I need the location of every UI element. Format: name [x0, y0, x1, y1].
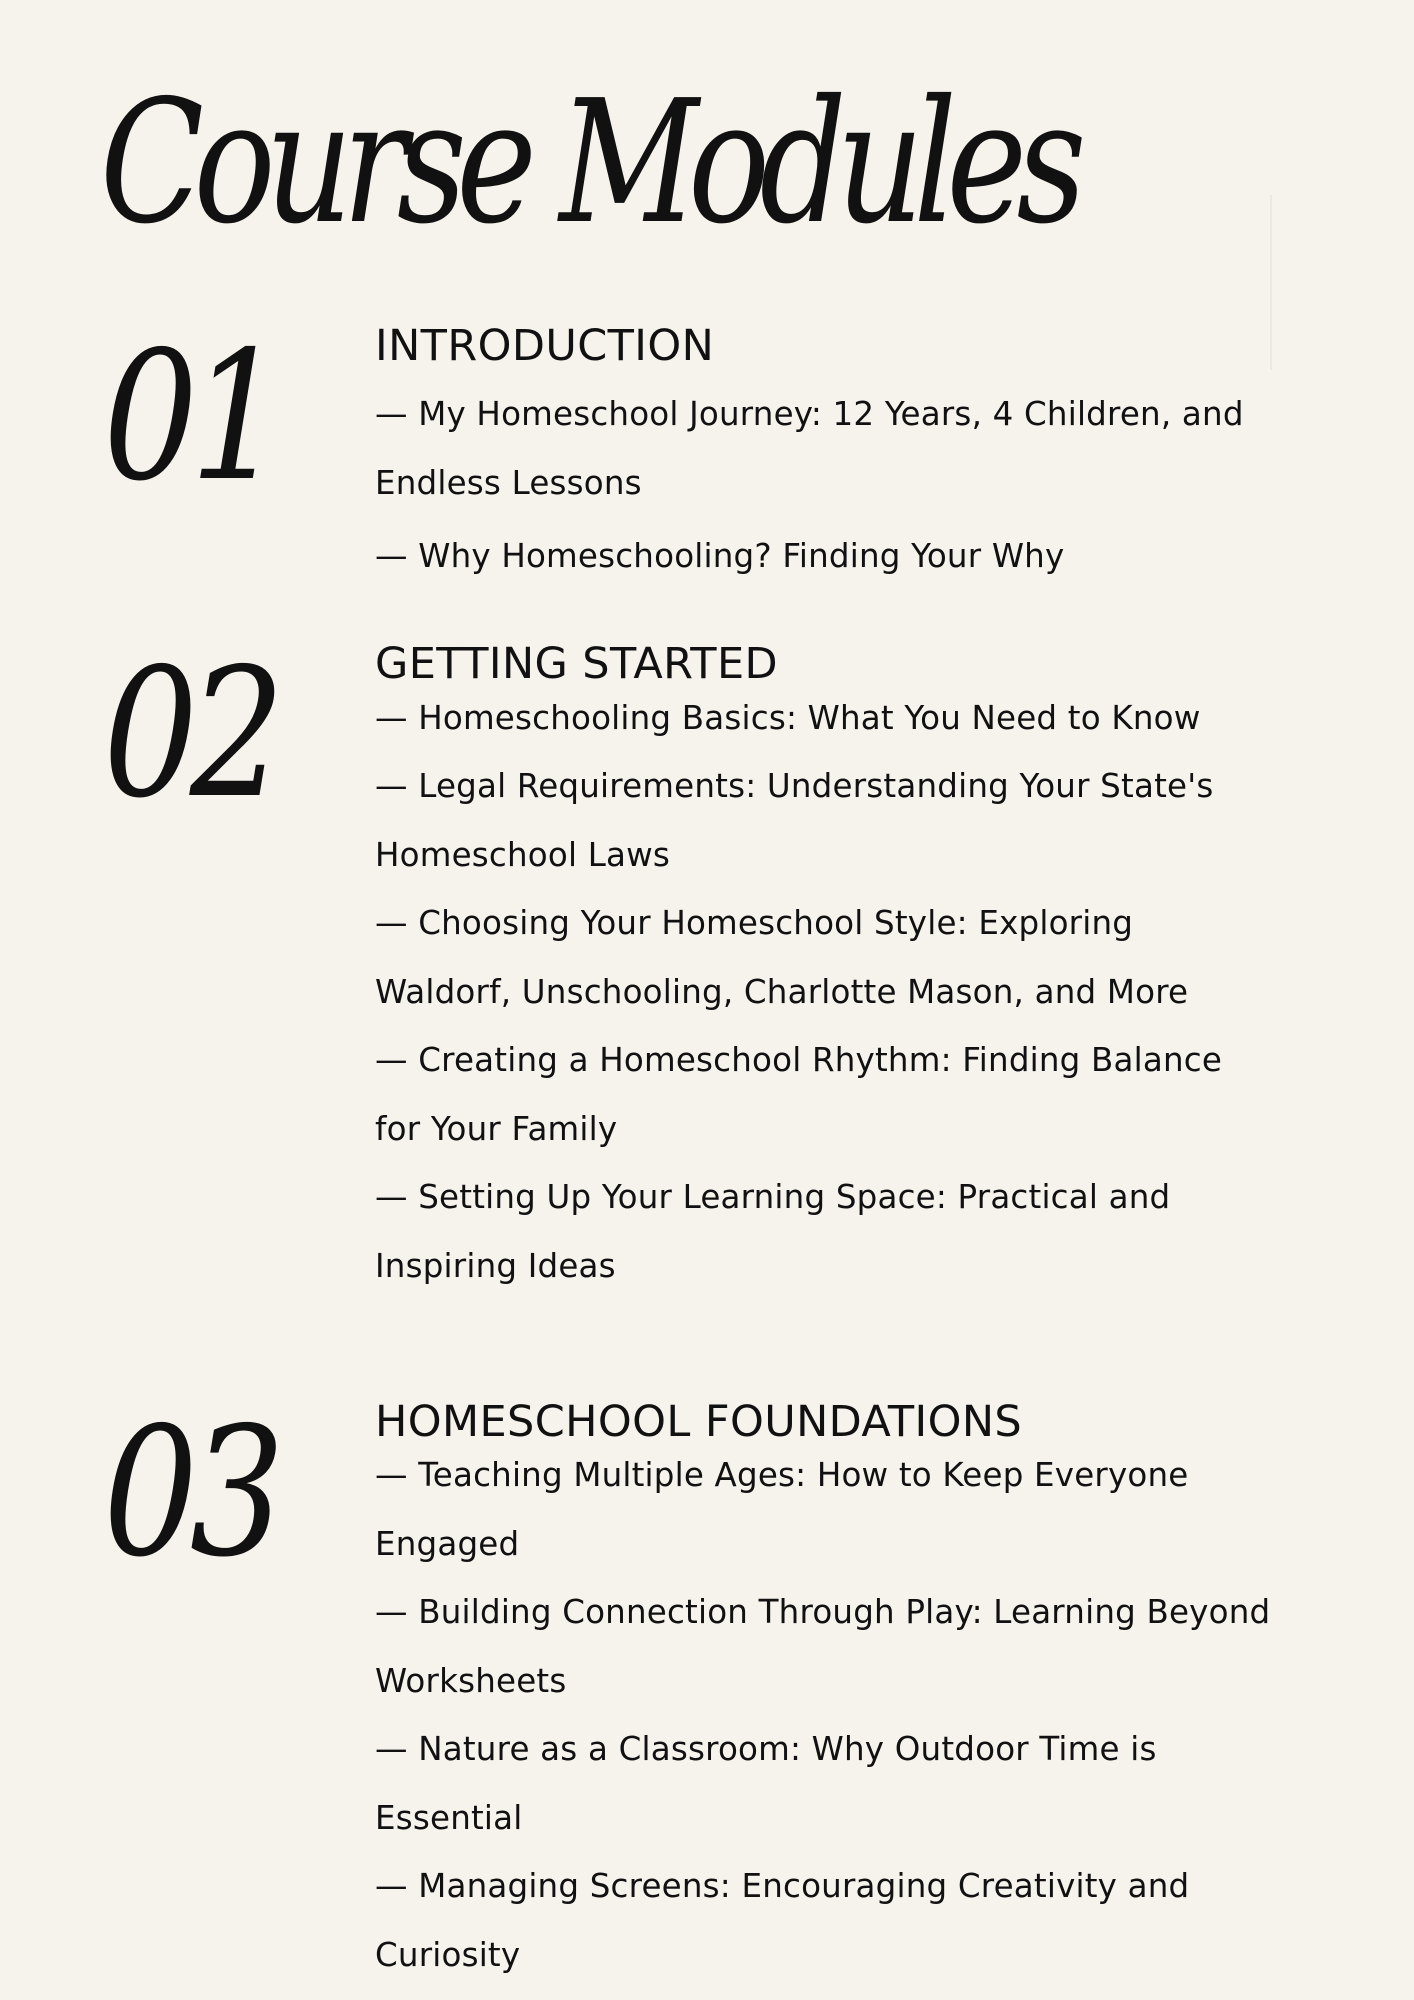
- lesson-item: — Nature as a Classroom: Why Outdoor Time is Essential: [375, 1730, 1157, 1837]
- lesson-item: — Legal Requirements: Understanding Your State's Homeschool Laws: [375, 767, 1214, 874]
- module-number: 02: [103, 630, 277, 837]
- module-heading: HOMESCHOOL FOUNDATIONS: [375, 1397, 1023, 1447]
- lesson-item: — Setting Up Your Learning Space: Practical and Inspiring Ideas: [375, 1178, 1171, 1285]
- page-title: Course Modules: [100, 64, 1077, 262]
- module-content: [375, 320, 1275, 591]
- lesson-item: — Teaching Multiple Ages: How to Keep Everyone Engaged: [375, 1456, 1189, 1563]
- module-heading: GETTING STARTED: [375, 639, 779, 689]
- lesson-item: — Building Connection Through Play: Learning Beyond Worksheets: [375, 1593, 1271, 1700]
- lesson-item: — My Homeschool Journey: 12 Years, 4 Children, and Endless Lessons: [375, 395, 1244, 502]
- lesson-list: [375, 380, 1275, 591]
- lesson-item: — Creating a Homeschool Rhythm: Finding Balance for Your Family: [375, 1041, 1223, 1148]
- lesson-item: — Why Homeschooling? Finding Your Why: [375, 537, 1065, 575]
- module-content: [375, 1396, 1275, 1990]
- module-heading: INTRODUCTION: [375, 321, 715, 371]
- lesson-item: — Choosing Your Homeschool Style: Exploring Waldorf, Unschooling, Charlotte Mason, and More: [375, 904, 1189, 1011]
- module-content: [375, 638, 1275, 1301]
- module-number: 01: [103, 313, 277, 520]
- lesson-list: [375, 684, 1275, 1301]
- lesson-item: — Homeschooling Basics: What You Need to Know: [375, 699, 1201, 737]
- lesson-item: — Managing Screens: Encouraging Creativity and Curiosity: [375, 1867, 1190, 1974]
- lesson-list: [375, 1441, 1275, 1990]
- module-number: 03: [103, 1389, 277, 1596]
